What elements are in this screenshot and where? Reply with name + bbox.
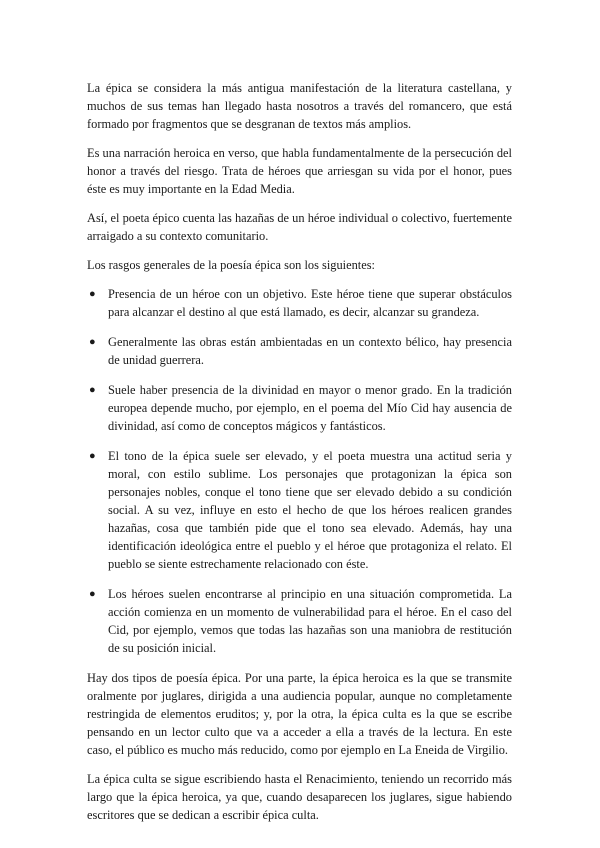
list-item-text: El tono de la épica suele ser elevado, y el poeta muestra una actitud seria y moral, con estilo sublime. Los personajes que protagonizan la épica son personajes nobles, conque el tono tiene que ser elevado debido a su condición social. A su vez, influye en esto el hecho de que los héroes realicen grandes hazañas, cosa que también pide que el tono sea elevado. Además, hay una identificación ideológica entre el pueblo y el héroe que protagoniza el relato. El pueblo se siente estrechamente relacionado con éste.	[108, 449, 512, 571]
list-item-text: Generalmente las obras están ambientadas en un contexto bélico, hay presencia de unidad guerrera.	[108, 335, 512, 367]
list-item	[87, 333, 512, 369]
list-item-text: Suele haber presencia de la divinidad en mayor o menor grado. En la tradición europea depende mucho, por ejemplo, en el poema del Mío Cid hay ausencia de divinidad, así como de conceptos mágicos y fantásticos.	[108, 383, 512, 433]
paragraph-intro-3: Así, el poeta épico cuenta las hazañas de un héroe individual o colectivo, fuertemente arraigado a su contexto comunitario.	[87, 211, 512, 243]
paragraph-intro-4: Los rasgos generales de la poesía épica son los siguientes:	[87, 258, 376, 272]
list-item	[87, 585, 512, 657]
bullet-icon: ●	[89, 288, 96, 300]
bullet-icon: ●	[89, 384, 96, 396]
list-item	[87, 381, 512, 435]
list-item	[87, 447, 512, 573]
list-item	[87, 285, 512, 321]
paragraph-outro-1: Hay dos tipos de poesía épica. Por una parte, la épica heroica es la que se transmite oralmente por juglares, dirigida a una audiencia popular, aunque no completamente restringida de elementos eruditos; y, por la otra, la épica culta es la que se escribe pensando en un lector culto que va a acceder a ella a través de la lectura. En este caso, el público es mucho más reducido, como por ejemplo en La Eneida de Virgilio.	[87, 671, 512, 757]
paragraph-intro-2: Es una narración heroica en verso, que habla fundamentalmente de la persecución del honor a través del riesgo. Trata de héroes que arriesgan su vida por el honor, pues éste es muy importante en la Edad Media.	[87, 146, 512, 196]
bullet-icon: ●	[89, 450, 96, 462]
list-item-text: Presencia de un héroe con un objetivo. Este héroe tiene que superar obstáculos para alcanzar el destino al que está llamado, es decir, alcanzar su grandeza.	[108, 287, 512, 319]
list-item-text: Los héroes suelen encontrarse al principio en una situación comprometida. La acción comienza en un momento de vulnerabilidad para el héroe. En el caso del Cid, por ejemplo, vemos que todas las hazañas son una maniobra de restitución de su posición inicial.	[108, 587, 512, 655]
paragraph-outro-2: La épica culta se sigue escribiendo hasta el Renacimiento, teniendo un recorrido más largo que la épica heroica, ya que, cuando desaparecen los juglares, sigue habiendo escritores que se dedican a escribir épica culta.	[87, 772, 512, 822]
features-list	[87, 285, 512, 657]
bullet-icon: ●	[89, 336, 96, 348]
bullet-icon: ●	[89, 588, 96, 600]
document-page	[87, 79, 512, 835]
paragraph-intro-1: La épica se considera la más antigua manifestación de la literatura castellana, y muchos de sus temas han llegado hasta nosotros a través del romancero, que está formado por fragmentos que se desgranan de textos más amplios.	[87, 81, 512, 131]
